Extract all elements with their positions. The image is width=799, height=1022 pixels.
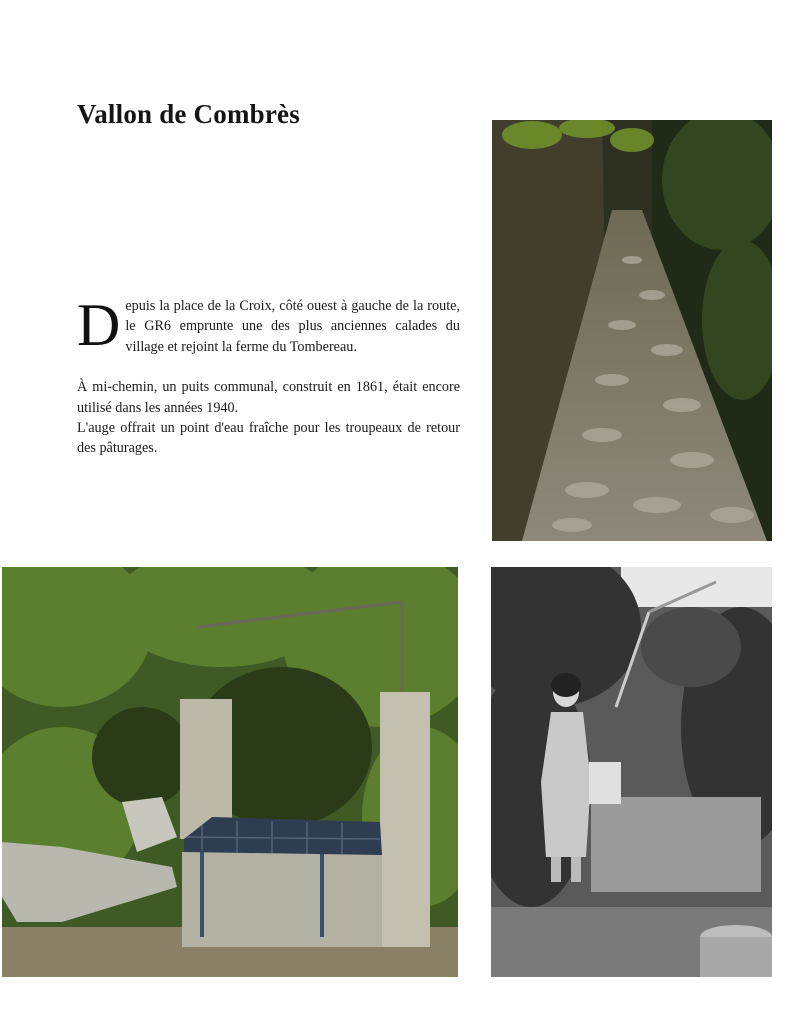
paragraph-1-text: epuis la place de la Croix, côté ouest à gauche de la route, le GR6 emprunte une des plus anciennes calades du village et rejoint la ferme du Tombereau. (125, 298, 460, 355)
paragraph-2 (77, 377, 460, 459)
photo-communal-well (2, 567, 458, 977)
paragraph-1 (77, 292, 460, 358)
photo-historical-woman-at-well (491, 567, 772, 977)
paragraph-2-line-2: L'auge offrait un point d'eau fraîche pour les troupeaux de retour des pâturages. (77, 420, 460, 457)
page-number-fragment (412, 1012, 442, 1022)
body-text (77, 292, 460, 459)
photo-cobblestone-path (492, 120, 772, 541)
drop-cap: D (77, 292, 121, 358)
page-title: Vallon de Combrès (77, 99, 300, 129)
paragraph-2-line-1: À mi-chemin, un puits communal, construit en 1861, était encore utilisé dans les années 1940. (77, 379, 460, 416)
